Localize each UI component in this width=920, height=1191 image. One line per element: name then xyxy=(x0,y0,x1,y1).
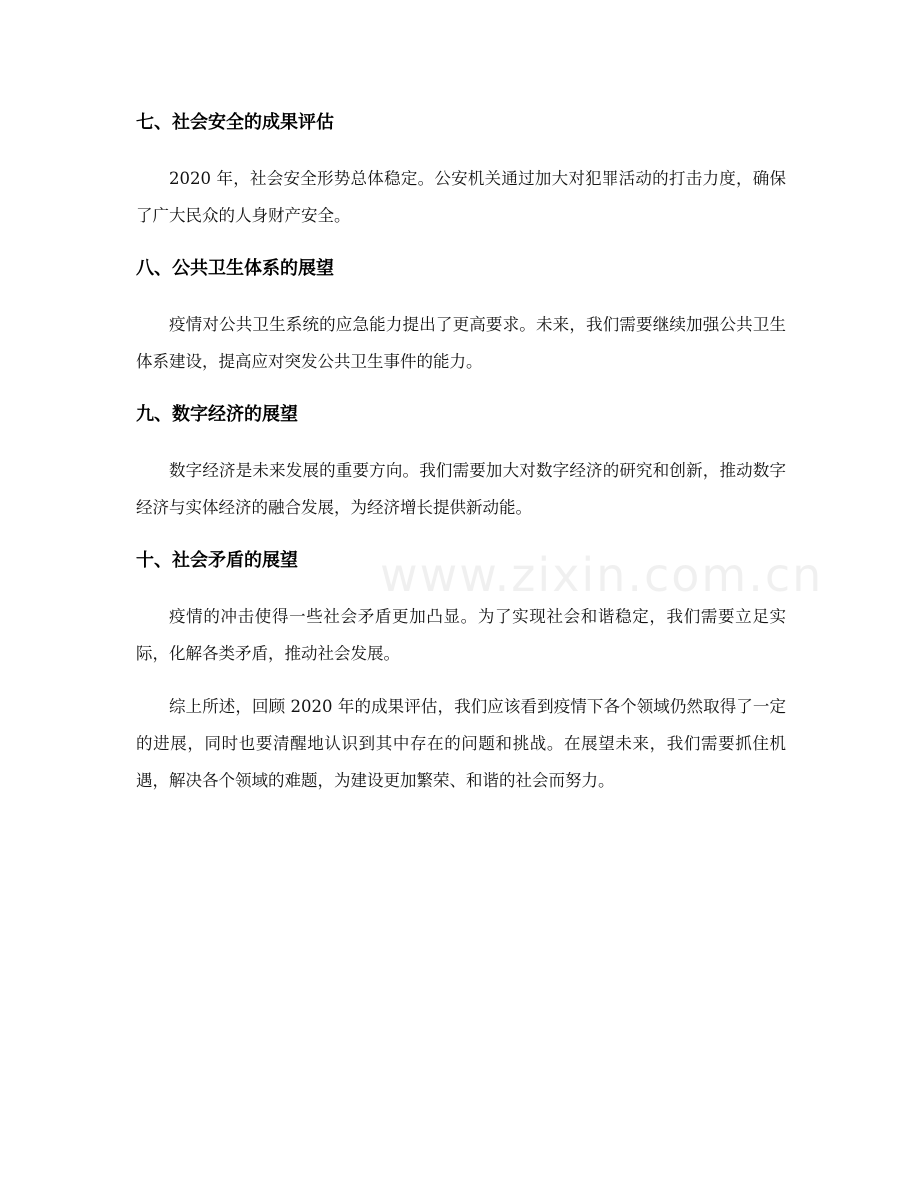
section-public-health xyxy=(136,250,786,380)
paragraph: 疫情的冲击使得一些社会矛盾更加凸显。为了实现社会和谐稳定，我们需要立足实际，化解各类矛盾，推动社会发展。 xyxy=(136,607,786,663)
watermark: www.zixin.com.cn xyxy=(380,548,824,602)
section-social-security xyxy=(136,104,786,234)
section-heading: 十、社会矛盾的展望 xyxy=(136,550,298,571)
document-body xyxy=(136,104,786,815)
conclusion-paragraph: 综上所述，回顾 2020 年的成果评估，我们应该看到疫情下各个领域仍然取得了一定的进展，同时也要清醒地认识到其中存在的问题和挑战。在展望未来，我们需要抓住机遇，解决各个领域的难题，为建设更加繁荣、和谐的社会而努力。 xyxy=(136,697,786,790)
paragraph: 数字经济是未来发展的重要方向。我们需要加大对数字经济的研究和创新，推动数字经济与实体经济的融合发展，为经济增长提供新动能。 xyxy=(136,461,786,517)
section-digital-economy xyxy=(136,396,786,526)
section-social-contradictions xyxy=(136,542,786,799)
paragraph: 疫情对公共卫生系统的应急能力提出了更高要求。未来，我们需要继续加强公共卫生体系建设，提高应对突发公共卫生事件的能力。 xyxy=(136,315,786,371)
paragraph: 2020 年，社会安全形势总体稳定。公安机关通过加大对犯罪活动的打击力度，确保了广大民众的人身财产安全。 xyxy=(136,169,786,225)
section-heading: 七、社会安全的成果评估 xyxy=(136,112,334,133)
section-heading: 九、数字经济的展望 xyxy=(136,404,298,425)
section-heading: 八、公共卫生体系的展望 xyxy=(136,258,334,279)
